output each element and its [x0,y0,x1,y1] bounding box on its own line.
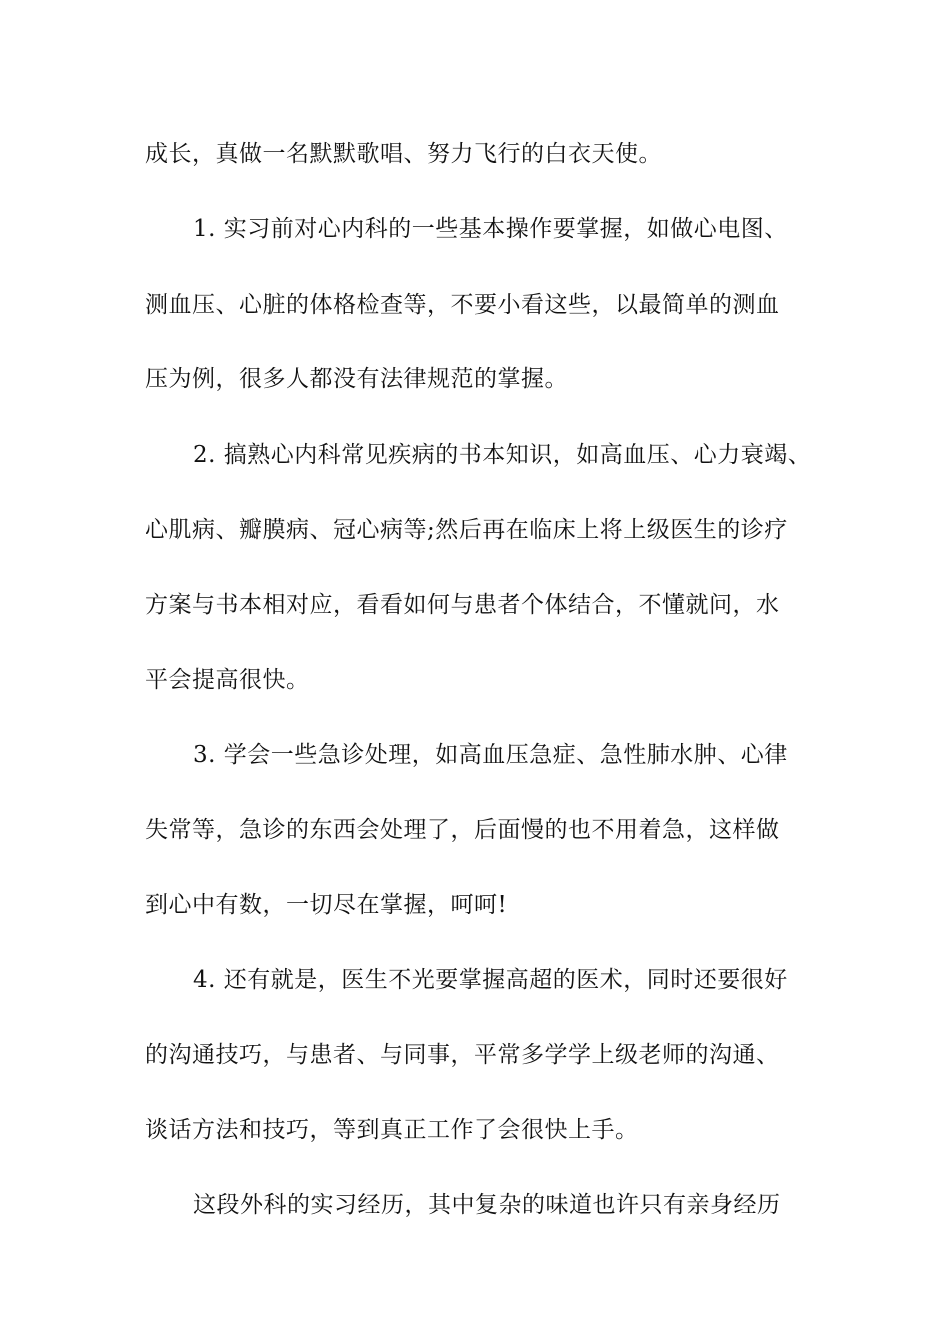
text-line: 谈话方法和技巧，等到真正工作了会很快上手。 [145,1117,639,1143]
paragraph-3-start: 3. 学会一些急诊处理，如高血压急症、急性肺水肿、心律 [193,742,788,768]
paragraph-4-start: 4. 还有就是，医生不光要掌握高超的医术，同时还要很好 [193,967,788,993]
paragraph-5-start: 这段外科的实习经历，其中复杂的味道也许只有亲身经历 [193,1192,781,1218]
paragraph-2-start: 2. 搞熟心内科常见疾病的书本知识，如高血压、心力衰竭、 [193,442,812,468]
text-line: 平会提高很快。 [145,667,310,693]
text-line: 的沟通技巧，与患者、与同事，平常多学学上级老师的沟通、 [145,1042,780,1068]
text-line: 失常等，急诊的东西会处理了，后面慢的也不用着急，这样做 [145,817,780,843]
text-line: 到心中有数，一切尽在掌握，呵呵! [145,892,508,918]
text-line: 方案与书本相对应，看看如何与患者个体结合，不懂就问，水 [145,592,780,618]
text-line: 成长，真做一名默默歌唱、努力飞行的白衣天使。 [145,141,662,167]
text-line: 测血压、心脏的体格检查等，不要小看这些，以最简单的测血 [145,292,780,318]
text-line: 心肌病、瓣膜病、冠心病等;然后再在临床上将上级医生的诊疗 [145,517,788,543]
paragraph-1-start: 1. 实习前对心内科的一些基本操作要掌握，如做心电图、 [193,216,788,242]
text-line: 压为例，很多人都没有法律规范的掌握。 [145,366,568,392]
